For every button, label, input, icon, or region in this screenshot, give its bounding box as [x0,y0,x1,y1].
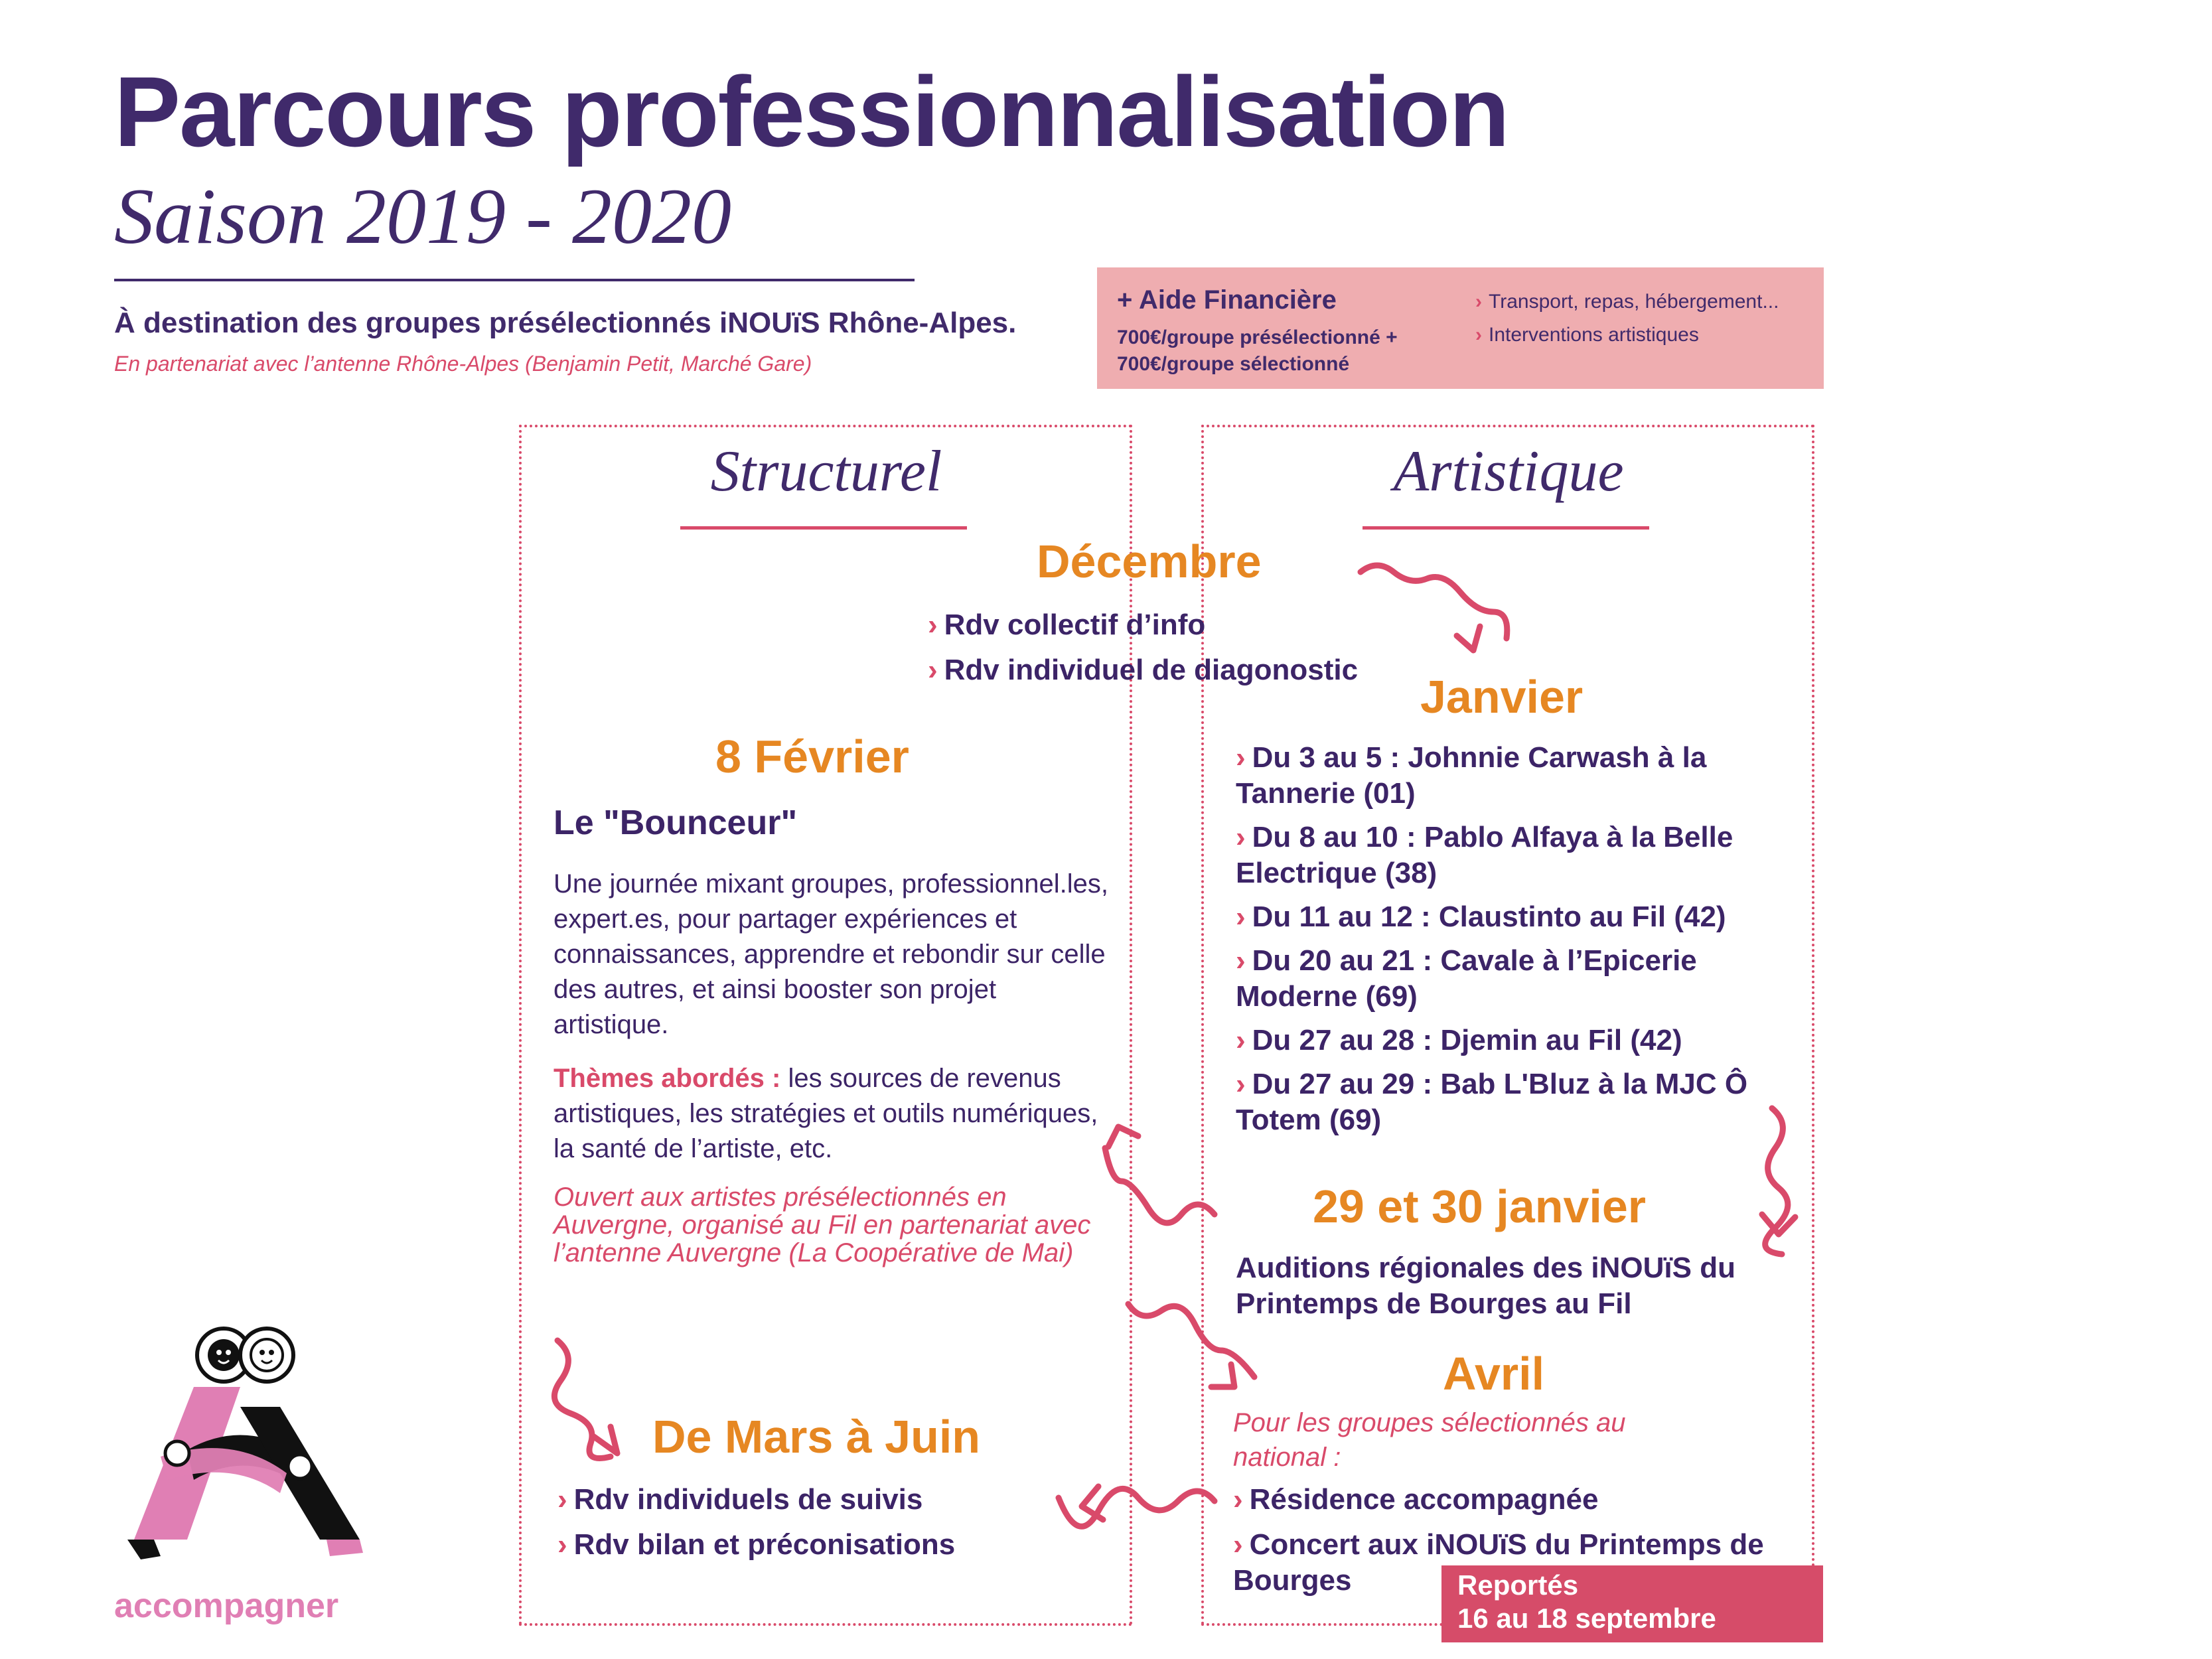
chevron-right-icon: › [1236,901,1246,933]
chevron-right-icon: › [928,609,938,641]
list-item: › Rdv bilan et préconisations [557,1528,956,1561]
list-item: › Du 27 au 28 : Djemin au Fil (42) [1236,1024,1682,1056]
wavy-arrow-icon [554,1340,617,1459]
column-heading-structurel: Structurel [710,439,942,504]
postponed-title: Reportés [1457,1569,1579,1601]
janvier-heading: Janvier [1420,671,1584,723]
wavy-arrow-icon [1762,1108,1795,1254]
wavy-arrow-icon [1059,1486,1215,1526]
wavy-arrow-icon [1105,1127,1215,1223]
chevron-right-icon: › [1233,1528,1243,1561]
list-item: › Résidence accompagnée [1233,1483,1599,1516]
list-item: › Du 27 au 29 : Bab L'Bluz à la MJC Ô Totem (69) [1236,1068,1748,1136]
auditions-text: Auditions régionales des iNOUïS du Printemps de Bourges au Fil [1236,1252,1735,1320]
list-item: › Rdv individuels de suivis [557,1483,923,1516]
list-item: › Du 3 au 5 : Johnnie Carwash à la Tannerie (01) [1236,741,1707,810]
chevron-right-icon: › [557,1483,567,1516]
mars-juin-heading: De Mars à Juin [652,1411,981,1463]
list-item: › Rdv collectif d’info [928,609,1206,641]
avril-note: Pour les groupes sélectionnés au national : [1233,1408,1626,1472]
chevron-right-icon: › [1236,741,1246,774]
list-item: › Du 8 au 10 : Pablo Alfaya à la Belle Electrique (38) [1236,821,1733,889]
list-item: › Du 20 au 21 : Cavale à l’Epicerie Moderne (69) [1236,944,1697,1013]
chevron-right-icon: › [1236,1024,1246,1056]
chevron-right-icon: › [1236,821,1246,853]
chevron-right-icon: › [557,1528,567,1561]
fevrier-heading: 8 Février [715,731,909,782]
list-item: › Interventions artistiques [1475,324,1699,346]
auditions-heading: 29 et 30 janvier [1313,1181,1646,1232]
avril-heading: Avril [1443,1348,1545,1400]
list-item: › Du 11 au 12 : Claustinto au Fil (42) [1236,901,1726,933]
list-item: › Rdv individuel de diagonostic [928,654,1359,686]
decembre-heading: Décembre [1037,536,1262,587]
partnership-text: En partenariat avec l’antenne Rhône-Alpes (Benjamin Petit, Marché Gare) [114,352,812,376]
themes-label: Thèmes abordés : [553,1064,781,1093]
season-subtitle: Saison 2019 - 2020 [114,172,731,260]
chevron-right-icon: › [1233,1483,1243,1516]
bounceur-description: Une journée mixant groupes, professionnel.les, expert.es, pour partager expériences et connaissances, apprendre et rebondir sur celle des autres, et ainsi booster son projet artistique. [553,869,1109,1039]
wavy-arrow-icon [1128,1304,1254,1387]
logo-label: accompagner [114,1587,339,1625]
chevron-right-icon: › [1475,324,1482,346]
list-item: › Transport, repas, hébergement... [1475,291,1779,313]
financial-aid-title: + Aide Financière [1117,285,1337,315]
themes-text: les sources de revenus artistiques, les stratégies et outils numériques, la santé de l’artiste, etc. [553,1064,1098,1163]
column-heading-artistique: Artistique [1393,439,1624,504]
accompagner-logo [114,1321,380,1566]
postponed-dates: 16 au 18 septembre [1457,1603,1716,1634]
wavy-arrow-icon [1361,565,1507,650]
chevron-right-icon: › [1475,291,1482,313]
bounceur-title: Le "Bounceur" [553,804,798,842]
chevron-right-icon: › [928,654,938,686]
page-title: Parcours professionnalisation [114,56,1509,167]
list-item: › Concert aux iNOUïS du Printemps de Bourges [1233,1528,1764,1597]
bounceur-note: Ouvert aux artistes présélectionnés en Auvergne, organisé au Fil en partenariat avec l’antenne Auvergne (La Coopérative de Mai) [553,1183,1091,1267]
chevron-right-icon: › [1236,944,1246,977]
audience-text: À destination des groupes présélectionnés iNOUïS Rhône-Alpes. [114,307,1017,339]
chevron-right-icon: › [1236,1068,1246,1100]
financial-aid-amount: 700€/groupe présélectionné + 700€/groupe sélectionné [1117,326,1398,375]
